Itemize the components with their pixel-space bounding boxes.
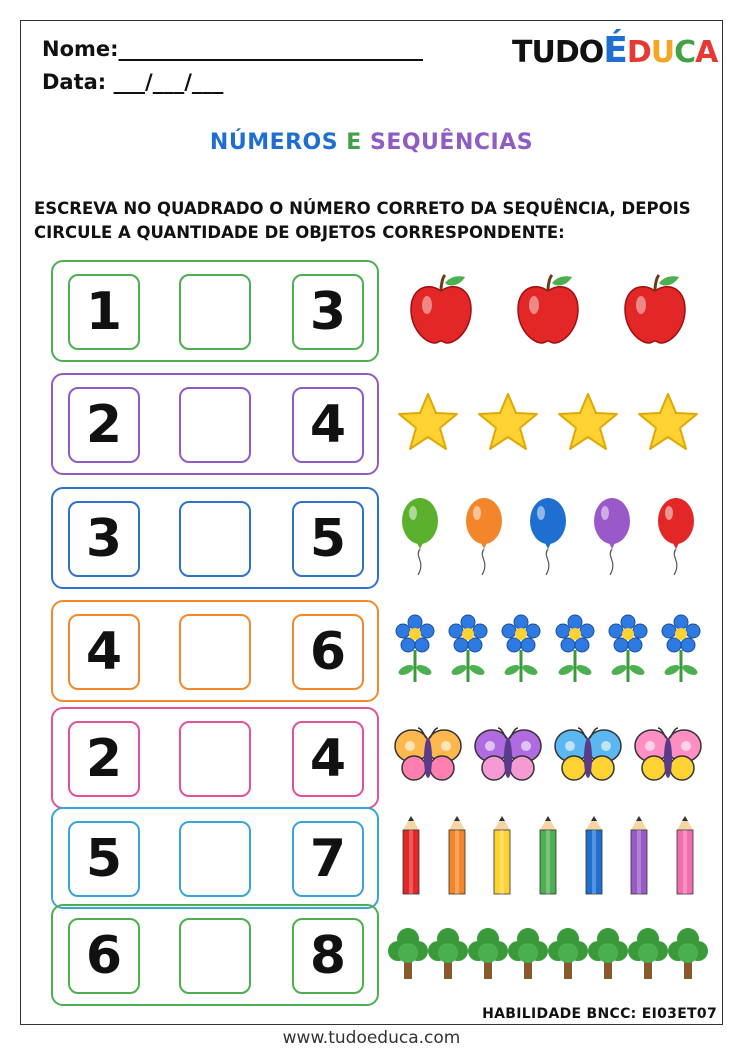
- bncc-skill: HABILIDADE BNCC: EI03ET07: [482, 1006, 717, 1022]
- sequence-row: [51, 807, 379, 909]
- tree-icon[interactable]: [628, 925, 668, 985]
- tree-icon[interactable]: [588, 925, 628, 985]
- tree-icon[interactable]: [668, 925, 708, 985]
- flower-icon[interactable]: [394, 614, 436, 688]
- balloon-icon[interactable]: [590, 495, 634, 581]
- objects-group: [388, 813, 708, 903]
- date-field[interactable]: Data: ___/___/___: [42, 70, 224, 94]
- tree-icon[interactable]: [468, 925, 508, 985]
- number-box-first: 1: [68, 274, 140, 350]
- star-icon[interactable]: [397, 391, 459, 457]
- butterfly-icon[interactable]: [392, 726, 464, 790]
- number-box-first: 2: [68, 721, 140, 797]
- objects-group: [388, 606, 708, 696]
- number-box-last: 7: [292, 821, 364, 897]
- pencil-icon[interactable]: [492, 816, 512, 900]
- pencil-icon[interactable]: [675, 816, 695, 900]
- number-box-last: 4: [292, 721, 364, 797]
- number-box-first: 4: [68, 614, 140, 690]
- sequence-row: [51, 487, 379, 589]
- apple-icon[interactable]: [514, 271, 582, 351]
- butterfly-icon[interactable]: [552, 726, 624, 790]
- number-box-last: 8: [292, 918, 364, 994]
- pencil-icon[interactable]: [584, 816, 604, 900]
- answer-box[interactable]: [179, 501, 251, 577]
- answer-box[interactable]: [179, 721, 251, 797]
- star-icon[interactable]: [637, 391, 699, 457]
- objects-group: [388, 910, 708, 1000]
- tree-icon[interactable]: [428, 925, 468, 985]
- tudoeduca-logo: TUDOÉDUCA: [512, 30, 718, 71]
- pencil-icon[interactable]: [447, 816, 467, 900]
- worksheet-title: NÚMEROS E SEQUÊNCIAS: [209, 130, 534, 155]
- answer-box[interactable]: [179, 274, 251, 350]
- number-box-last: 5: [292, 501, 364, 577]
- instruction-text: ESCREVA NO QUADRADO O NÚMERO CORRETO DA SEQUÊNCIA, DEPOIS CIRCULE A QUANTIDADE DE OBJETOS CORRESPONDENTE:: [34, 199, 691, 242]
- sequence-row: [51, 600, 379, 702]
- name-field[interactable]: Nome:_____________________________: [42, 37, 424, 61]
- pencil-icon[interactable]: [401, 816, 421, 900]
- flower-icon[interactable]: [500, 614, 542, 688]
- flower-icon[interactable]: [554, 614, 596, 688]
- objects-group: [388, 713, 708, 803]
- objects-group: [388, 493, 708, 583]
- number-box-first: 2: [68, 387, 140, 463]
- tree-icon[interactable]: [388, 925, 428, 985]
- number-box-first: 3: [68, 501, 140, 577]
- pencil-icon[interactable]: [629, 816, 649, 900]
- answer-box[interactable]: [179, 821, 251, 897]
- balloon-icon[interactable]: [462, 495, 506, 581]
- sequence-row: [51, 904, 379, 1006]
- answer-box[interactable]: [179, 614, 251, 690]
- balloon-icon[interactable]: [654, 495, 698, 581]
- website-url: www.tudoeduca.com: [282, 1028, 461, 1048]
- butterfly-icon[interactable]: [472, 726, 544, 790]
- objects-group: [388, 266, 708, 356]
- star-icon[interactable]: [477, 391, 539, 457]
- flower-icon[interactable]: [607, 614, 649, 688]
- balloon-icon[interactable]: [526, 495, 570, 581]
- answer-box[interactable]: [179, 918, 251, 994]
- number-box-last: 4: [292, 387, 364, 463]
- balloon-icon[interactable]: [398, 495, 442, 581]
- number-box-first: 6: [68, 918, 140, 994]
- sequence-row: [51, 260, 379, 362]
- flower-icon[interactable]: [660, 614, 702, 688]
- apple-icon[interactable]: [621, 271, 689, 351]
- apple-icon[interactable]: [407, 271, 475, 351]
- tree-icon[interactable]: [548, 925, 588, 985]
- pencil-icon[interactable]: [538, 816, 558, 900]
- number-box-last: 3: [292, 274, 364, 350]
- flower-icon[interactable]: [447, 614, 489, 688]
- tree-icon[interactable]: [508, 925, 548, 985]
- number-box-last: 6: [292, 614, 364, 690]
- sequence-row: [51, 707, 379, 809]
- objects-group: [388, 379, 708, 469]
- answer-box[interactable]: [179, 387, 251, 463]
- butterfly-icon[interactable]: [632, 726, 704, 790]
- number-box-first: 5: [68, 821, 140, 897]
- sequence-row: [51, 373, 379, 475]
- star-icon[interactable]: [557, 391, 619, 457]
